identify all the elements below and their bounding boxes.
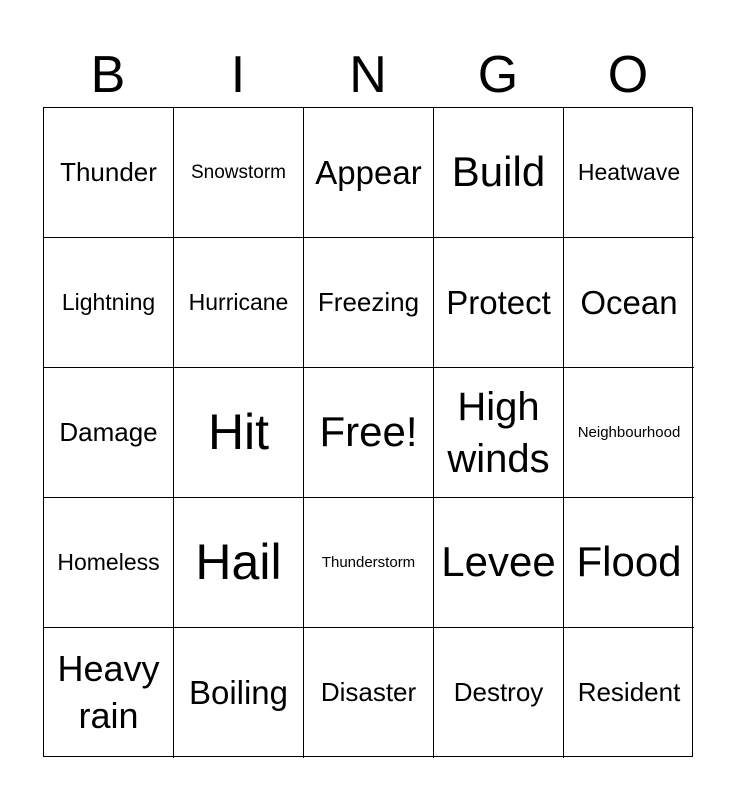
bingo-cell[interactable]: Build <box>434 108 564 238</box>
bingo-cell[interactable]: Hurricane <box>174 238 304 368</box>
bingo-cell[interactable]: Heavy rain <box>44 628 174 758</box>
free-space-cell[interactable]: Free! <box>304 368 434 498</box>
bingo-header <box>43 44 693 106</box>
bingo-cell[interactable]: Resident <box>577 677 681 708</box>
bingo-cell[interactable]: Levee <box>434 498 564 628</box>
bingo-cell[interactable]: Snowstorm <box>174 108 304 238</box>
bingo-cell[interactable]: Boiling <box>174 628 304 758</box>
bingo-cell[interactable]: Disaster <box>304 628 434 758</box>
bingo-cell[interactable]: Lightning <box>44 238 174 368</box>
header-letter-g: G <box>477 46 519 104</box>
bingo-cell[interactable]: Flood <box>564 498 694 628</box>
bingo-cell[interactable]: Neighbourhood <box>564 368 694 498</box>
header-letter-o: O <box>607 46 649 104</box>
bingo-cell[interactable]: Hail <box>174 498 304 628</box>
bingo-cell[interactable]: Damage <box>44 368 174 498</box>
header-letter-i: I <box>230 46 246 104</box>
header-letter-b: B <box>90 46 126 104</box>
bingo-cell[interactable]: Hit <box>174 368 304 498</box>
bingo-cell[interactable]: Destroy <box>434 628 564 758</box>
bingo-cell[interactable]: Thunderstorm <box>304 498 434 628</box>
bingo-cell[interactable]: Thunder <box>44 108 174 238</box>
bingo-cell[interactable]: Freezing <box>304 238 434 368</box>
bingo-cell[interactable]: Homeless <box>44 498 174 628</box>
bingo-cell[interactable]: Heatwave <box>564 108 694 238</box>
header-letter-n: N <box>349 46 387 104</box>
bingo-cell[interactable]: Ocean <box>564 238 694 368</box>
bingo-cell[interactable]: High winds <box>434 368 564 498</box>
bingo-board <box>43 107 693 757</box>
bingo-cell[interactable]: Protect <box>434 238 564 368</box>
bingo-cell[interactable]: Appear <box>304 108 434 238</box>
